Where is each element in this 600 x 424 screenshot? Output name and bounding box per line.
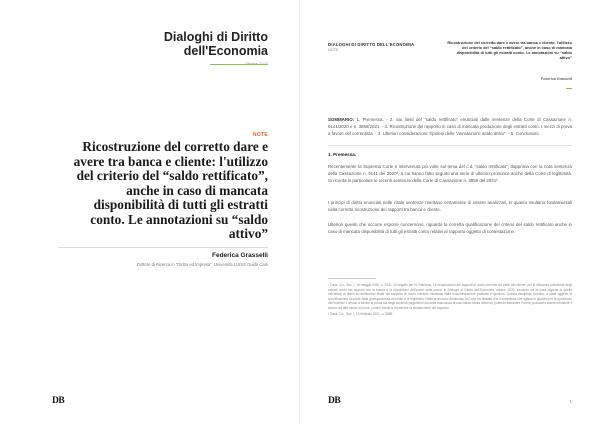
footnote-1: ¹ Cass. Civ., Sez. I, 19 maggio 2020, n. 9141. Di seguito per N. Patriarca, La ricostruzione dei rapporti di conto corrente da parte del cliente: per la rilevanza probatoria degli estratti conto nei rapporti con la banca e la ripartizione dell'onere della prova, in Dialoghi di Diritto dell'Economia, ottobre 2020, secondo cui la cosa ragione di quello dell'attore di rifarsi al rendimento finale del rapporto di conto corrente risultante dalla documentazione prodotta in giudizio. Questa disciplina, peraltro, è stata oggetto di specificazione da parte della giurisprudenza di merito e di legittimità. Nella pronuncia richiamata, la Corte ha ribadito che il correntista che agisca in giudizio per la ripetizione dell'indebito è tenuto a fornire la prova sia degli avvenuti pagamenti sia della mancanza di una valida causa debendi, potendo assolvere l'onere probatorio anche mediante il ricorso ad altri mezzi di prova, purché idonei a consentire la ricostruzione del rapporto. xyxy=(328,283,572,310)
author-divider xyxy=(58,247,268,248)
summary-label: SOMMARIO: xyxy=(328,117,355,122)
summary xyxy=(328,116,572,137)
running-header-title: Ricostruzione del corretto dare e avere tra banca e cliente: l'utilizzo del criterio del “saldo rettificato”, anche in caso di mancata disponibilità di tutti gli estratti conto. Le annotazioni su “saldo attivo” xyxy=(447,40,572,60)
author-affiliation: Dottore di Ricerca in “Diritto ed Impresa”, Università LUISS Guido Carli xyxy=(136,262,268,267)
running-header-author: Federica Grasselli xyxy=(541,77,572,81)
db-logo: DB xyxy=(52,396,65,406)
db-logo: DB xyxy=(328,396,341,406)
page-number: 1 xyxy=(569,399,572,404)
summary-text: 1. Premessa. - 2. Sui limiti del “saldo rettificato” enunciati dalle sentenze della Corte di Cassazione n. 9141/2020 e n. 3858/2021. - 3. Ricostruzione del rapporto in caso di mancata produzione degli estratti conto. I mezzi di prova a favore del correntista. - 4. Ulteriori considerazioni: l'ipotesi delle “annotazioni: saldo attivo”. - 5. Conclusioni. xyxy=(328,117,572,136)
footnotes xyxy=(328,283,572,316)
body-paragraph-2: I principi di diritto enunciati nelle citate sentenze meritano certamente di essere analizzati, in quanto risultano fondamentali nella corretta ricostruzione dei rapporti tra banca e cliente. xyxy=(328,200,572,212)
running-header-left xyxy=(328,42,414,52)
running-header-section: NOTE xyxy=(328,48,339,52)
header-accent-rule xyxy=(566,88,572,89)
footnote-2: ² Cass. Civ., Sez. I, 15 febbraio 2021, n. 3858. xyxy=(328,311,394,316)
right-page xyxy=(300,0,600,424)
section-heading: 1. Premessa. xyxy=(328,152,357,157)
accent-rule xyxy=(210,64,268,65)
body-paragraph-3: Ulteriori quesiti che occorre esporre concernono, riguardo la corretta qualificazione del criterio del saldo rettificato anche in caso di mancata disponibilità di tutti gli estratti conto relativi al rapporto oggetto di contestazione. xyxy=(328,222,572,234)
section-label: NOTE xyxy=(252,132,268,138)
running-header-journal: DIALOGHI DI DIRITTO DELL'ECONOMIA xyxy=(328,42,415,47)
author-name: Federica Grasselli xyxy=(211,252,268,259)
footnote-rule xyxy=(328,278,376,279)
article-title: Ricostruzione del corretto dare e avere tra banca e cliente: l'utilizzo del criterio del “saldo rettificato”, anche in caso di mancata disponibilità di tutti gli estratti conto. Le annotazioni su “saldo attivo” xyxy=(73,139,268,241)
journal-title-line1: Dialoghi di Diritto xyxy=(163,30,268,44)
journal-title-line2: dell'Economia xyxy=(183,44,268,58)
summary-divider xyxy=(328,145,572,146)
body-paragraph-1: Recentemente la Suprema Corte è intervenuta più volte sul tema del c.d. “saldo rettificato”, dapprima con la nota sentenza della Cassazione n. 9141 del 2020¹, a cui hanno fatto seguito una serie di ulteriori pronunce anche della Corte di legittimità. Si ricorda in particolare le recenti sentenze della Corte di Cassazione n. 3858 del 2021². xyxy=(328,164,572,183)
journal-brand xyxy=(164,30,268,66)
